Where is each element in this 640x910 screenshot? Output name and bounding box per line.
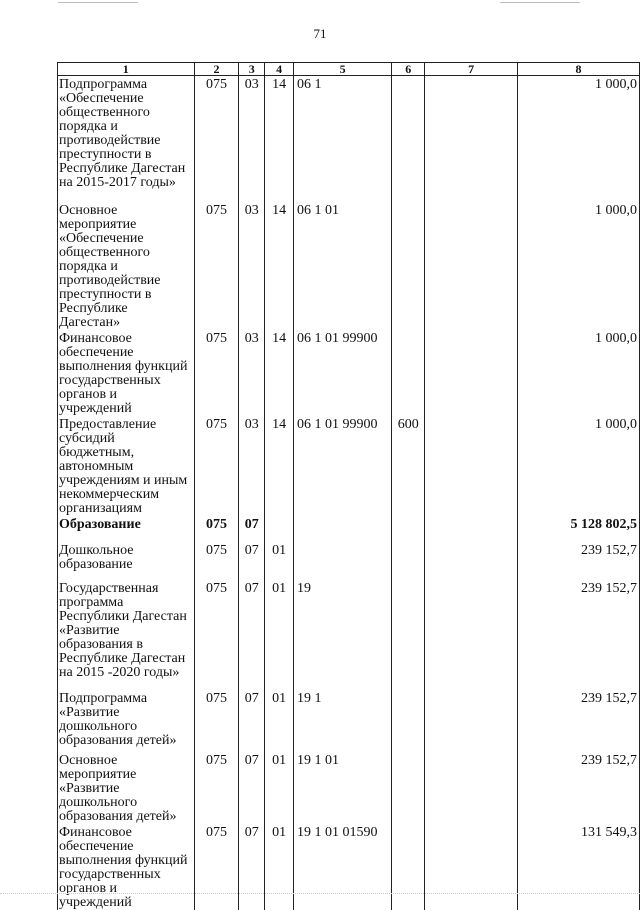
section-code: 07 — [239, 752, 265, 824]
column-header: 4 — [265, 63, 294, 76]
ministry-code: 075 — [194, 824, 239, 910]
amount-value: 1 000,0 — [518, 76, 640, 202]
table-row — [58, 690, 640, 752]
amount-value: 239 152,7 — [518, 580, 640, 690]
table-body — [58, 76, 640, 910]
scan-edge-line — [500, 2, 580, 3]
subsection-code: 14 — [265, 330, 294, 416]
expense-type-code — [392, 690, 425, 752]
empty-cell — [425, 824, 518, 910]
scan-bottom-edge — [0, 893, 640, 894]
amount-value: 1 000,0 — [518, 202, 640, 330]
row-name: Финансовое обеспечение выполнения функций государственных органов и учреждений — [58, 824, 195, 910]
amount-value: 239 152,7 — [518, 752, 640, 824]
subsection-code: 14 — [265, 76, 294, 202]
scan-edge-line — [58, 2, 138, 3]
ministry-code: 075 — [194, 516, 239, 542]
subsection-code: 01 — [265, 542, 294, 580]
ministry-code: 075 — [194, 76, 239, 202]
row-name: Государственная программа Республики Дагестан «Развитие образования в Республике Дагестан на 2015 -2020 годы» — [58, 580, 195, 690]
target-article-code — [293, 542, 391, 580]
target-article-code: 19 1 — [293, 690, 391, 752]
expense-type-code — [392, 516, 425, 542]
empty-cell — [425, 516, 518, 542]
table-row — [58, 752, 640, 824]
subsection-code: 01 — [265, 752, 294, 824]
empty-cell — [425, 752, 518, 824]
section-code: 03 — [239, 416, 265, 516]
empty-cell — [425, 330, 518, 416]
column-header: 5 — [293, 63, 391, 76]
empty-cell — [425, 416, 518, 516]
ministry-code: 075 — [194, 580, 239, 690]
target-article-code: 19 1 01 — [293, 752, 391, 824]
target-article-code — [293, 516, 391, 542]
subsection-code: 01 — [265, 580, 294, 690]
budget-table — [57, 62, 640, 910]
row-name: Подпрограмма «Обеспечение общественного порядка и противодействие преступности в Республике Дагестан на 2015-2017 годы» — [58, 76, 195, 202]
subsection-code — [265, 516, 294, 542]
row-name: Образование — [58, 516, 195, 542]
amount-value: 1 000,0 — [518, 416, 640, 516]
amount-value: 239 152,7 — [518, 542, 640, 580]
expense-type-code — [392, 542, 425, 580]
page-number: 71 — [313, 26, 327, 41]
target-article-code: 06 1 01 99900 — [293, 330, 391, 416]
target-article-code: 19 1 01 01590 — [293, 824, 391, 910]
column-header: 6 — [392, 63, 425, 76]
column-header: 8 — [518, 63, 640, 76]
empty-cell — [425, 202, 518, 330]
section-code: 03 — [239, 202, 265, 330]
empty-cell — [425, 690, 518, 752]
row-name: Предоставление субсидий бюджетным, автономным учреждениям и иным некоммерческим организациям — [58, 416, 195, 516]
table-row — [58, 416, 640, 516]
row-name: Дошкольное образование — [58, 542, 195, 580]
empty-cell — [425, 76, 518, 202]
ministry-code: 075 — [194, 690, 239, 752]
table-row — [58, 330, 640, 416]
amount-value: 1 000,0 — [518, 330, 640, 416]
table-row — [58, 202, 640, 330]
subsection-code: 14 — [265, 202, 294, 330]
table-row — [58, 824, 640, 910]
target-article-code: 06 1 — [293, 76, 391, 202]
row-name: Подпрограмма «Развитие дошкольного образования детей» — [58, 690, 195, 752]
section-code: 07 — [239, 580, 265, 690]
amount-value: 5 128 802,5 — [518, 516, 640, 542]
row-name: Финансовое обеспечение выполнения функций государственных органов и учреждений — [58, 330, 195, 416]
ministry-code: 075 — [194, 330, 239, 416]
expense-type-code: 600 — [392, 416, 425, 516]
table-row — [58, 542, 640, 580]
expense-type-code — [392, 580, 425, 690]
row-name: Основное мероприятие «Развитие дошкольного образования детей» — [58, 752, 195, 824]
amount-value: 131 549,3 — [518, 824, 640, 910]
column-header: 1 — [58, 63, 195, 76]
expense-type-code — [392, 752, 425, 824]
empty-cell — [425, 542, 518, 580]
column-header: 3 — [239, 63, 265, 76]
section-code: 03 — [239, 76, 265, 202]
row-name: Основное мероприятие «Обеспечение общественного порядка и противодействие преступности в Республике Дагестан» — [58, 202, 195, 330]
empty-cell — [425, 580, 518, 690]
section-code: 07 — [239, 824, 265, 910]
subsection-code: 01 — [265, 690, 294, 752]
subsection-code: 14 — [265, 416, 294, 516]
target-article-code: 06 1 01 — [293, 202, 391, 330]
amount-value: 239 152,7 — [518, 690, 640, 752]
expense-type-code — [392, 330, 425, 416]
ministry-code: 075 — [194, 542, 239, 580]
target-article-code: 19 — [293, 580, 391, 690]
ministry-code: 075 — [194, 752, 239, 824]
expense-type-code — [392, 76, 425, 202]
expense-type-code — [392, 202, 425, 330]
column-header: 2 — [194, 63, 239, 76]
ministry-code: 075 — [194, 202, 239, 330]
expense-type-code — [392, 824, 425, 910]
section-code: 07 — [239, 690, 265, 752]
table-row — [58, 516, 640, 542]
table-header — [58, 63, 640, 76]
section-code: 07 — [239, 516, 265, 542]
ministry-code: 075 — [194, 416, 239, 516]
target-article-code: 06 1 01 99900 — [293, 416, 391, 516]
section-code: 03 — [239, 330, 265, 416]
section-code: 07 — [239, 542, 265, 580]
subsection-code: 01 — [265, 824, 294, 910]
table-row — [58, 580, 640, 690]
column-header: 7 — [425, 63, 518, 76]
table-row — [58, 76, 640, 202]
